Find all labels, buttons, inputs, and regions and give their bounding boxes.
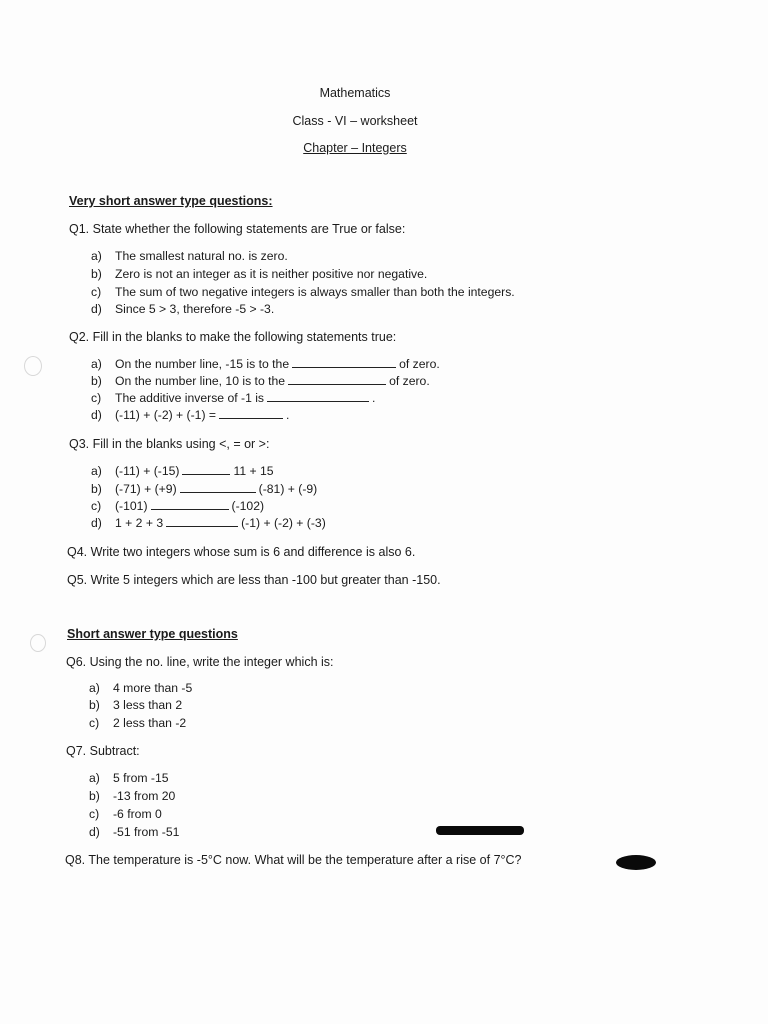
q1-item-d: d) Since 5 > 3, therefore -5 > -3. (91, 302, 275, 316)
question-q8: Q8. The temperature is -5°C now. What will be the temperature after a rise of 7°C? (65, 853, 522, 867)
q3-item-a: a) (-11) + (-15) 11 + 15 (91, 464, 274, 478)
question-q6: Q6. Using the no. line, write the integer which is: (66, 655, 334, 669)
chapter-title: Chapter – Integers (303, 141, 407, 155)
question-q4: Q4. Write two integers whose sum is 6 and difference is also 6. (67, 545, 416, 559)
q3-item-b: b) (-71) + (+9) (-81) + (-9) (91, 482, 318, 496)
scan-smudge-icon (30, 634, 46, 652)
q1-item-a: a) The smallest natural no. is zero. (91, 249, 288, 263)
section-very-short-title: Very short answer type questions: (69, 194, 273, 208)
q1-item-b: b) Zero is not an integer as it is neither positive nor negative. (91, 267, 428, 281)
section-short-title: Short answer type questions (67, 627, 238, 641)
answer-blank (288, 374, 386, 385)
q2-item-a: a) On the number line, -15 is to the of zero. (91, 357, 440, 371)
q3-item-c: c) (-101) (-102) (91, 499, 265, 513)
question-q5: Q5. Write 5 integers which are less than -100 but greater than -150. (67, 573, 441, 587)
q2-item-b: b) On the number line, 10 is to the of zero. (91, 374, 430, 388)
answer-blank (166, 516, 238, 527)
redaction-mark-icon (616, 855, 656, 870)
q7-item-c: c) -6 from 0 (89, 807, 162, 821)
q6-item-a: a) 4 more than -5 (89, 681, 193, 695)
answer-blank (219, 408, 283, 419)
q7-item-a: a) 5 from -15 (89, 771, 169, 785)
scan-smudge-icon (24, 356, 42, 376)
question-q1: Q1. State whether the following statements are True or false: (69, 222, 406, 236)
q1-item-c: c) The sum of two negative integers is always smaller than both the integers. (91, 285, 515, 299)
answer-blank (180, 482, 256, 493)
q2-item-c: c) The additive inverse of -1 is . (91, 391, 376, 405)
q6-item-c: c) 2 less than -2 (89, 716, 187, 730)
q7-item-d: d) -51 from -51 (89, 825, 180, 839)
answer-blank (182, 464, 230, 475)
q2-item-d: d) (-11) + (-2) + (-1) = . (91, 408, 290, 422)
question-q2: Q2. Fill in the blanks to make the following statements true: (69, 330, 397, 344)
q7-item-b: b) -13 from 20 (89, 789, 176, 803)
subject-title: Mathematics (319, 86, 391, 100)
q6-item-b: b) 3 less than 2 (89, 698, 183, 712)
answer-blank (292, 357, 396, 368)
class-line: Class - VI – worksheet (292, 114, 418, 128)
question-q3: Q3. Fill in the blanks using <, = or >: (69, 437, 270, 451)
redaction-mark-icon (436, 826, 524, 835)
question-q7: Q7. Subtract: (66, 744, 140, 758)
answer-blank (267, 391, 369, 402)
answer-blank (151, 499, 229, 510)
q3-item-d: d) 1 + 2 + 3 (-1) + (-2) + (-3) (91, 516, 326, 530)
